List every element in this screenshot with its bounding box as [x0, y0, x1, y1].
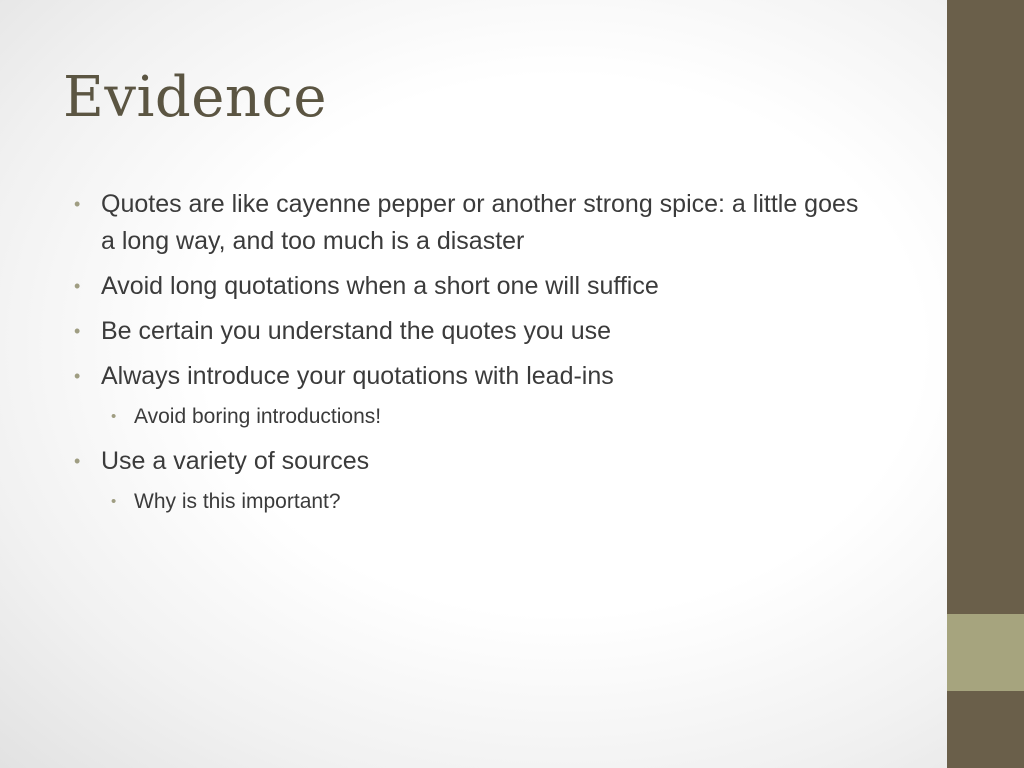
bullet-text: Use a variety of sources [101, 447, 370, 475]
bullet-icon: • [74, 321, 81, 341]
sub-bullet-icon: • [111, 493, 117, 510]
bullet-icon: • [74, 366, 81, 386]
bullet-icon: • [74, 194, 81, 214]
sub-bullet-text: Why is this important? [134, 490, 341, 513]
sub-bullet-text: Avoid boring introductions! [134, 405, 382, 428]
sub-bullet-icon: • [111, 408, 117, 425]
bullet-icon: • [74, 451, 81, 471]
bullet-item [72, 358, 872, 395]
bullet-text: Be certain you understand the quotes you use [101, 317, 612, 345]
slide-title: Evidence [63, 65, 327, 130]
bullet-list [72, 186, 872, 528]
sub-bullet-item [101, 399, 872, 435]
bullet-icon: • [74, 276, 81, 296]
bullet-text: Quotes are like cayenne pepper or another strong spice: a little goes a long way, and too much is a disaster [101, 190, 859, 255]
side-decor-accent [947, 614, 1024, 691]
bullet-text: Avoid long quotations when a short one will suffice [101, 272, 659, 300]
bullet-item [72, 313, 872, 350]
sub-bullet-item [101, 484, 872, 520]
bullet-item [72, 186, 872, 260]
bullet-item [72, 268, 872, 305]
sub-bullet-list [72, 484, 872, 520]
sub-bullet-list [72, 399, 872, 435]
bullet-item [72, 443, 872, 480]
bullet-text: Always introduce your quotations with lead-ins [101, 362, 614, 390]
